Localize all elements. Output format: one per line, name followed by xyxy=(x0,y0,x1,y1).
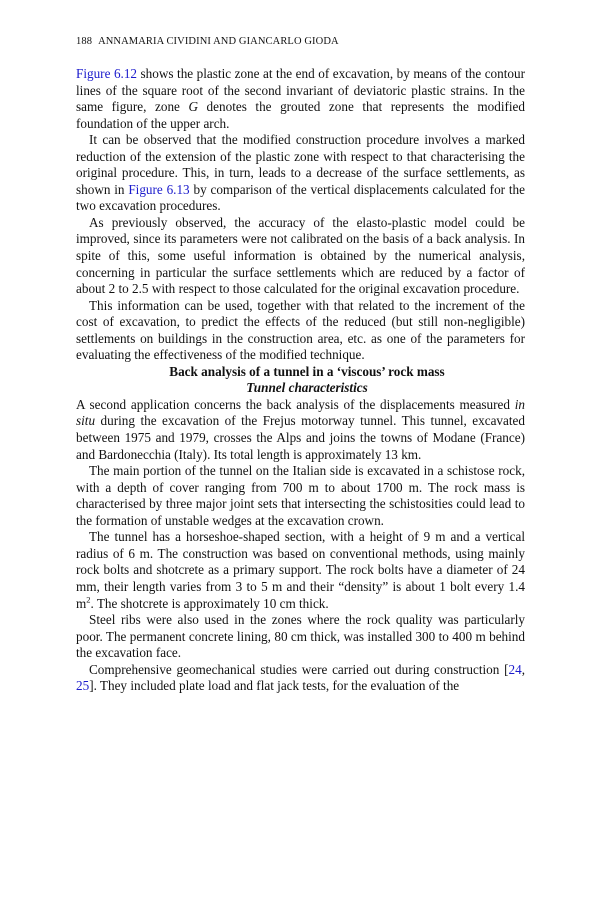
paragraph-6: The main portion of the tunnel on the Italian side is excavated in a schistose rock, with a depth of cover ranging from 700 m to about 1700 m. The rock mass is characterised by three major joint sets that intersecting the schistosities could lead to the formation of unstable wedges at the excavation crown. xyxy=(76,463,525,528)
paragraph-4: This information can be used, together with that related to the increment of the cost of excavation, to predict the effects of the reduced (but still non-negligible) settlements on buildings in the construction area, etc. as one of the parameters for evaluating the effectiveness of the modified technique. xyxy=(76,297,525,363)
section-heading: Back analysis of a tunnel in a ‘viscous’ rock mass xyxy=(169,363,445,379)
paragraph-5-text-end: during the excavation of the Frejus motorway tunnel. This tunnel, excavated between 1975 and 1979, crosses the Alps and joins the towns of Modane (France) and Bardonecchia (Italy). Its total length is approximately 13 km. xyxy=(76,413,525,462)
paragraph-7-text-end: . The shotcrete is approximately 10 cm thick. xyxy=(90,595,329,611)
paragraph-8: Steel ribs were also used in the zones where the rock quality was particularly poor. The permanent concrete lining, 80 cm thick, was installed 300 to 400 m behind the excavation face. xyxy=(76,612,525,661)
page-number: 188 xyxy=(76,36,93,47)
paragraph-5-text: A second application concerns the back analysis of the displacements measured xyxy=(76,396,515,412)
paragraph-7 xyxy=(76,529,525,612)
paragraph-1-text: shows the plastic zone at the end of excavation, by means of the contour lines of the square root of the second invariant of deviatoric plastic strains. In the same figure, zone xyxy=(76,66,525,115)
paragraph-1 xyxy=(76,66,525,132)
paragraph-1-text-end: denotes the grouted zone that represents the modified foundation of the upper arch. xyxy=(76,99,526,131)
paragraph-9 xyxy=(76,662,525,695)
subsection-heading: Tunnel characteristics xyxy=(246,380,368,396)
paragraph-5 xyxy=(76,397,525,463)
zone-g-label: G xyxy=(188,99,198,115)
running-head-authors: ANNAMARIA CIVIDINI AND GIANCARLO GIODA xyxy=(98,36,339,47)
paragraph-9-text: Comprehensive geomechanical studies were carried out during construction [ xyxy=(89,661,509,677)
figure-6-12-link[interactable]: Figure 6.12 xyxy=(76,66,138,81)
running-head xyxy=(76,36,526,47)
paragraph-2-text: It can be observed that the modified construction procedure involves a marked reduction of the extension of the plastic zone with respect to that characterising the original procedure. This, in turn, leads to a decrease of the surface settlements, as shown in xyxy=(76,132,525,197)
paragraph-9-text-end: ]. They included plate load and flat jack tests, for the evaluation of the xyxy=(89,678,460,694)
paragraph-7-text: The tunnel has a horseshoe-shaped section, with a height of 9 m and a vertical radius of 6 m. The construction was based on conventional methods, using mainly rock bolts and shotcrete as a primary support. The rock bolts have a diameter of 24 mm, their length varies from 3 to 5 m and their “density” is about 1 bolt every 1.4 m xyxy=(76,529,525,611)
reference-25-link[interactable]: 25 xyxy=(76,678,90,694)
paragraph-2-text-end: by comparison of the vertical displacements calculated for the two excavation procedures. xyxy=(76,181,525,214)
superscript-2: 2 xyxy=(86,594,91,605)
paragraph-2 xyxy=(76,132,525,215)
reference-24-link[interactable]: 24 xyxy=(508,661,522,677)
body-text xyxy=(76,66,525,695)
paragraph-3: As previously observed, the accuracy of the elasto-plastic model could be improved, since its parameters were not calibrated on the basis of a back analysis. In spite of this, some useful information is obtained by the numerical analysis, concerning in particular the surface settlements which are reduced by a factor of about 2 to 2.5 with respect to those calculated for the original excavation procedure. xyxy=(76,214,525,297)
figure-6-13-link[interactable]: Figure 6.13 xyxy=(128,181,190,197)
reference-separator: , xyxy=(521,661,525,677)
in-situ-term: in situ xyxy=(76,396,525,429)
